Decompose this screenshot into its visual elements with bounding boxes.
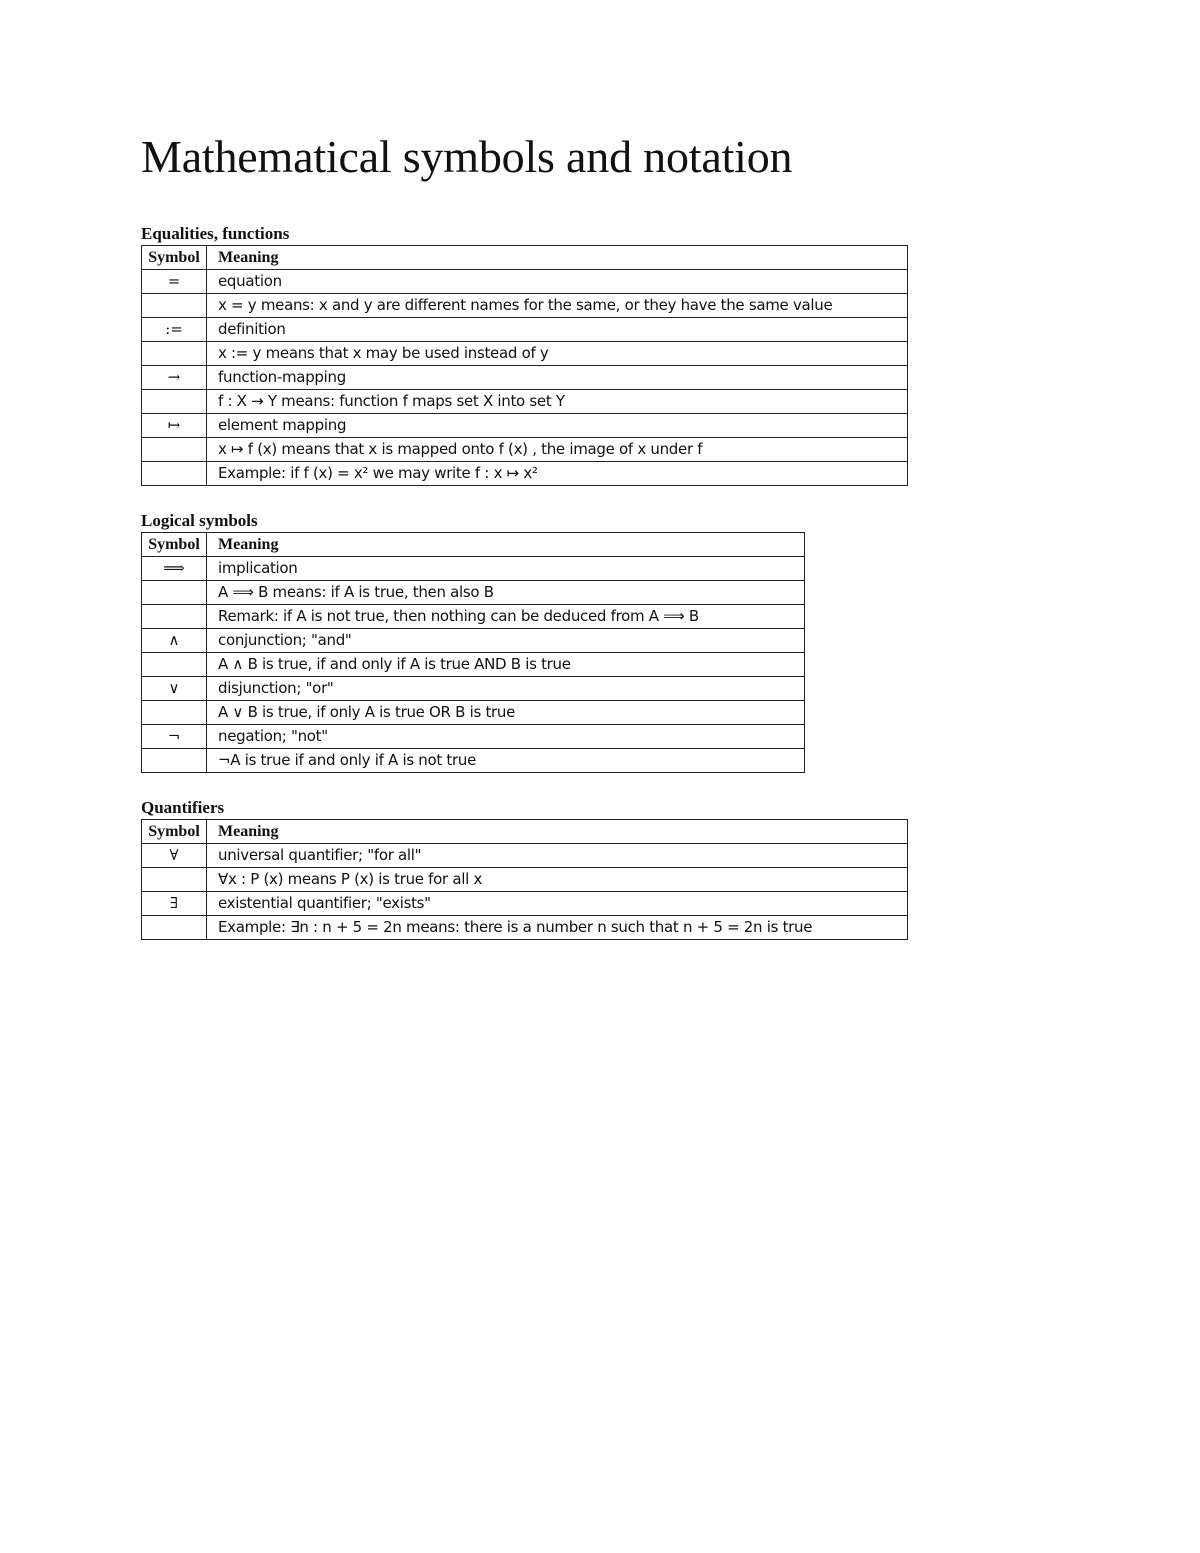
section-logical-symbols bbox=[141, 510, 805, 773]
symbol-cell: = bbox=[142, 270, 207, 294]
column-header-meaning: Meaning bbox=[207, 820, 908, 844]
table-row bbox=[142, 294, 908, 318]
meaning-cell: Example: ∃n : n + 5 = 2n means: there is a number n such that n + 5 = 2n is true bbox=[207, 916, 908, 940]
symbol-cell: ∨ bbox=[142, 677, 207, 701]
symbol-cell bbox=[142, 390, 207, 414]
meaning-cell: definition bbox=[207, 318, 908, 342]
section-heading: Equalities, functions bbox=[141, 224, 290, 243]
table-row bbox=[142, 725, 805, 749]
symbol-cell bbox=[142, 294, 207, 318]
meaning-cell: element mapping bbox=[207, 414, 908, 438]
symbol-table bbox=[141, 245, 908, 486]
table-row bbox=[142, 581, 805, 605]
section-equalities-functions bbox=[141, 223, 908, 486]
meaning-cell: implication bbox=[207, 557, 805, 581]
meaning-cell: function-mapping bbox=[207, 366, 908, 390]
table-row bbox=[142, 653, 805, 677]
table-row bbox=[142, 270, 908, 294]
table-row bbox=[142, 342, 908, 366]
table-header-row bbox=[142, 533, 805, 557]
symbol-cell: := bbox=[142, 318, 207, 342]
table-row bbox=[142, 916, 908, 940]
symbol-table bbox=[141, 532, 805, 773]
column-header-meaning: Meaning bbox=[207, 246, 908, 270]
symbol-table bbox=[141, 819, 908, 940]
symbol-cell bbox=[142, 868, 207, 892]
meaning-cell: f : X → Y means: function f maps set X into set Y bbox=[207, 390, 908, 414]
table-row bbox=[142, 438, 908, 462]
symbol-cell bbox=[142, 438, 207, 462]
table-row bbox=[142, 701, 805, 725]
meaning-cell: negation; "not" bbox=[207, 725, 805, 749]
symbol-cell bbox=[142, 653, 207, 677]
table-header-row bbox=[142, 246, 908, 270]
table-row bbox=[142, 557, 805, 581]
symbol-cell bbox=[142, 701, 207, 725]
page-title: Mathematical symbols and notation bbox=[141, 131, 793, 182]
table-row bbox=[142, 677, 805, 701]
table-row bbox=[142, 318, 908, 342]
column-header-symbol: Symbol bbox=[142, 820, 207, 844]
table-row bbox=[142, 390, 908, 414]
meaning-cell: equation bbox=[207, 270, 908, 294]
table-row bbox=[142, 605, 805, 629]
column-header-symbol: Symbol bbox=[142, 246, 207, 270]
meaning-cell: existential quantifier; "exists" bbox=[207, 892, 908, 916]
meaning-cell: Remark: if A is not true, then nothing can be deduced from A ⟹ B bbox=[207, 605, 805, 629]
meaning-cell: disjunction; "or" bbox=[207, 677, 805, 701]
table-row bbox=[142, 462, 908, 486]
section-quantifiers bbox=[141, 797, 908, 940]
symbol-cell: ⟹ bbox=[142, 557, 207, 581]
symbol-cell bbox=[142, 916, 207, 940]
meaning-cell: conjunction; "and" bbox=[207, 629, 805, 653]
symbol-cell: ∀ bbox=[142, 844, 207, 868]
table-row bbox=[142, 366, 908, 390]
symbol-cell: ↦ bbox=[142, 414, 207, 438]
symbol-cell: ¬ bbox=[142, 725, 207, 749]
symbol-cell: ∧ bbox=[142, 629, 207, 653]
meaning-cell: ¬A is true if and only if A is not true bbox=[207, 749, 805, 773]
table-row bbox=[142, 844, 908, 868]
meaning-cell: x := y means that x may be used instead of y bbox=[207, 342, 908, 366]
meaning-cell: A ∧ B is true, if and only if A is true AND B is true bbox=[207, 653, 805, 677]
symbol-cell bbox=[142, 342, 207, 366]
column-header-symbol: Symbol bbox=[142, 533, 207, 557]
table-header-row bbox=[142, 820, 908, 844]
symbol-cell bbox=[142, 581, 207, 605]
symbol-cell: → bbox=[142, 366, 207, 390]
meaning-cell: ∀x : P (x) means P (x) is true for all x bbox=[207, 868, 908, 892]
table-row bbox=[142, 749, 805, 773]
symbol-cell bbox=[142, 749, 207, 773]
symbol-cell bbox=[142, 605, 207, 629]
section-heading: Quantifiers bbox=[141, 798, 225, 817]
table-row bbox=[142, 868, 908, 892]
meaning-cell: universal quantifier; "for all" bbox=[207, 844, 908, 868]
meaning-cell: x = y means: x and y are different names for the same, or they have the same value bbox=[207, 294, 908, 318]
table-row bbox=[142, 629, 805, 653]
table-row bbox=[142, 892, 908, 916]
table-row bbox=[142, 414, 908, 438]
symbol-cell: ∃ bbox=[142, 892, 207, 916]
meaning-cell: A ∨ B is true, if only A is true OR B is true bbox=[207, 701, 805, 725]
meaning-cell: A ⟹ B means: if A is true, then also B bbox=[207, 581, 805, 605]
symbol-cell bbox=[142, 462, 207, 486]
meaning-cell: Example: if f (x) = x² we may write f : x ↦ x² bbox=[207, 462, 908, 486]
meaning-cell: x ↦ f (x) means that x is mapped onto f (x) , the image of x under f bbox=[207, 438, 908, 462]
section-heading: Logical symbols bbox=[141, 511, 258, 530]
column-header-meaning: Meaning bbox=[207, 533, 805, 557]
